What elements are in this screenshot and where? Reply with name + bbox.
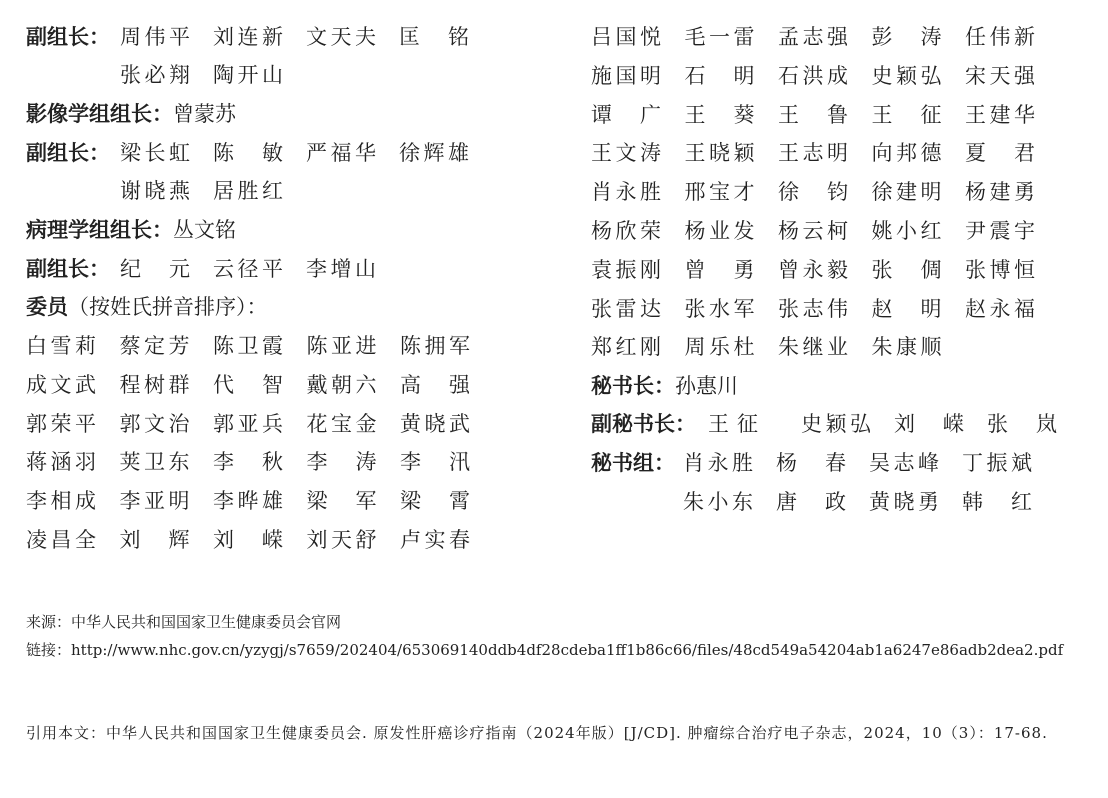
member-row bbox=[591, 138, 1061, 168]
person-name: 李亚明 bbox=[119, 489, 190, 514]
person-name: 梁 军 bbox=[306, 489, 377, 514]
person-name: 王 征 bbox=[871, 102, 942, 127]
secretariat-row-1 bbox=[591, 448, 1051, 478]
person-name: 郑红刚 bbox=[591, 335, 661, 360]
person-name: 梁长虹 bbox=[120, 141, 190, 165]
deputy-leader-row-2 bbox=[26, 60, 486, 90]
person-name: 文天夫 bbox=[306, 25, 376, 49]
person-name: 李晔雄 bbox=[213, 489, 283, 514]
person-name: 高 强 bbox=[400, 372, 470, 397]
person-name: 陈卫霞 bbox=[213, 334, 283, 358]
person-name: 张必翔 bbox=[120, 63, 190, 87]
person-name: 郭亚兵 bbox=[213, 411, 283, 436]
person-name: 王 鲁 bbox=[778, 102, 848, 127]
person-name: 白雪莉 bbox=[26, 334, 96, 358]
member-row bbox=[26, 331, 496, 361]
member-row bbox=[591, 255, 1061, 285]
person-name: 袁振刚 bbox=[591, 257, 661, 282]
person-name: 周乐杜 bbox=[684, 335, 755, 360]
person-name: 杨欣荣 bbox=[591, 219, 661, 243]
person-name: 赵永福 bbox=[965, 296, 1035, 321]
person-name: 张 岚 bbox=[987, 412, 1057, 436]
deputy-leader-label: 副组长： bbox=[26, 141, 110, 165]
person-name: 郭文治 bbox=[119, 411, 190, 436]
member-row bbox=[591, 216, 1061, 246]
members-heading bbox=[26, 292, 268, 322]
person-name: 彭 涛 bbox=[871, 25, 942, 49]
person-name: 王建华 bbox=[965, 102, 1035, 127]
citation: 引用本文：中华人民共和国国家卫生健康委员会. 原发性肝癌诊疗指南（2024年版）[J/CD]. 肿瘤综合治疗电子杂志，2024，10（3）：17-68. bbox=[26, 724, 1048, 742]
person-name: 肖永胜 bbox=[683, 451, 753, 475]
person-name: 宋天强 bbox=[965, 63, 1035, 88]
member-row bbox=[591, 332, 1061, 362]
pathology-deputy-row bbox=[26, 254, 486, 284]
member-row bbox=[26, 486, 496, 516]
source-line: 来源：中华人民共和国国家卫生健康委员会官网 bbox=[26, 613, 342, 631]
person-name: 王 征 bbox=[708, 412, 758, 436]
person-name: 李增山 bbox=[306, 257, 376, 281]
person-name: 石洪成 bbox=[778, 63, 848, 88]
person-name: 周伟平 bbox=[120, 25, 190, 49]
person-name: 李 涛 bbox=[306, 450, 377, 475]
person-name: 尹震宇 bbox=[965, 219, 1035, 243]
person-name: 吕国悦 bbox=[591, 25, 661, 49]
person-name: 吴志峰 bbox=[869, 451, 939, 475]
person-name: 史颖弘 bbox=[801, 412, 871, 436]
member-row bbox=[26, 447, 496, 477]
person-name: 徐 钧 bbox=[778, 180, 848, 205]
person-name: 陶开山 bbox=[213, 63, 283, 87]
person-name: 王志明 bbox=[778, 141, 848, 166]
person-name: 张水军 bbox=[684, 296, 755, 321]
person-name: 张志伟 bbox=[778, 296, 848, 321]
person-name: 杨业发 bbox=[684, 219, 755, 243]
pathology-leader-label: 病理学组组长： bbox=[26, 218, 173, 242]
member-row bbox=[591, 22, 1061, 52]
person-name: 朱小东 bbox=[683, 490, 753, 514]
person-name: 纪 元 bbox=[120, 257, 190, 281]
person-name: 刘天舒 bbox=[306, 528, 377, 552]
person-name: 陈亚进 bbox=[306, 334, 377, 358]
secretariat-label: 秘书组： bbox=[591, 451, 675, 475]
person-name: 荚卫东 bbox=[119, 450, 190, 475]
member-row bbox=[26, 409, 496, 439]
members-label: 委员 bbox=[26, 295, 68, 319]
person-name: 丛文铭 bbox=[173, 218, 236, 242]
person-name: 王 葵 bbox=[684, 102, 755, 127]
person-name: 张 倜 bbox=[871, 257, 942, 282]
person-name: 匡 铭 bbox=[399, 25, 469, 49]
person-name: 石 明 bbox=[684, 63, 755, 88]
person-name: 孟志强 bbox=[778, 25, 848, 49]
person-name: 黄晓武 bbox=[400, 411, 470, 436]
person-name: 刘连新 bbox=[213, 25, 283, 49]
deputy-leader-label: 副组长： bbox=[26, 257, 110, 281]
person-name: 梁 霄 bbox=[400, 489, 470, 514]
person-name: 戴朝六 bbox=[306, 372, 377, 397]
member-row bbox=[26, 525, 496, 555]
deputy-secretary-row bbox=[591, 409, 1071, 439]
person-name: 王晓颖 bbox=[684, 141, 755, 166]
member-row bbox=[591, 294, 1061, 324]
deputy-secretary-label: 副秘书长： bbox=[591, 412, 696, 436]
person-name: 严福华 bbox=[306, 141, 376, 165]
person-name: 任伟新 bbox=[965, 25, 1035, 49]
deputy-leader-row-1 bbox=[26, 22, 486, 52]
person-name: 李相成 bbox=[26, 489, 96, 514]
person-name: 谭 广 bbox=[591, 102, 661, 127]
person-name: 刘 嵘 bbox=[894, 412, 964, 436]
source-link[interactable]: 链接：http://www.nhc.gov.cn/yzygj/s7659/202404/653069140ddb4df28cdeba1ff1b86c66/files/48cd549a54204ab1a6247e86adb2dea2.pdf bbox=[26, 641, 1064, 659]
pathology-leader-row bbox=[26, 215, 236, 245]
person-name: 陈 敏 bbox=[213, 141, 283, 165]
person-name: 曾永毅 bbox=[778, 257, 848, 282]
person-name: 邢宝才 bbox=[684, 180, 755, 205]
secretary-label: 秘书长： bbox=[591, 374, 675, 398]
person-name: 孙惠川 bbox=[675, 374, 738, 398]
person-name: 唐 政 bbox=[776, 490, 846, 514]
person-name: 史颖弘 bbox=[871, 63, 942, 88]
person-name: 夏 君 bbox=[965, 141, 1035, 166]
person-name: 张雷达 bbox=[591, 296, 661, 321]
person-name: 卢实春 bbox=[400, 528, 470, 552]
person-name: 郭荣平 bbox=[26, 411, 96, 436]
person-name: 花宝金 bbox=[306, 411, 377, 436]
member-row bbox=[591, 100, 1061, 130]
person-name: 赵 明 bbox=[871, 296, 942, 321]
deputy-leader-label: 副组长： bbox=[26, 25, 110, 49]
person-name: 王文涛 bbox=[591, 141, 661, 166]
person-name: 朱康顺 bbox=[871, 335, 942, 360]
person-name: 刘 嵘 bbox=[213, 528, 283, 552]
person-name: 朱继业 bbox=[778, 335, 848, 360]
person-name: 张博恒 bbox=[965, 257, 1035, 282]
member-row bbox=[591, 61, 1061, 91]
person-name: 杨建勇 bbox=[965, 180, 1035, 205]
secretary-row bbox=[591, 371, 738, 401]
person-name: 凌昌全 bbox=[26, 528, 96, 552]
person-name: 刘 辉 bbox=[119, 528, 190, 552]
person-name: 杨云柯 bbox=[778, 219, 848, 243]
person-name: 黄晓勇 bbox=[869, 490, 939, 514]
person-name: 李 汛 bbox=[400, 450, 470, 475]
person-name: 陈拥军 bbox=[400, 334, 470, 358]
person-name: 毛一雷 bbox=[684, 25, 755, 49]
imaging-deputy-row-1 bbox=[26, 138, 486, 168]
person-name: 李 秋 bbox=[213, 450, 283, 475]
imaging-deputy-row-2 bbox=[26, 176, 486, 206]
person-name: 施国明 bbox=[591, 63, 661, 88]
person-name: 云径平 bbox=[213, 257, 283, 281]
person-name: 肖永胜 bbox=[591, 180, 661, 205]
person-name: 徐辉雄 bbox=[399, 141, 469, 165]
member-row bbox=[26, 370, 496, 400]
imaging-leader-row bbox=[26, 99, 236, 129]
member-row bbox=[591, 177, 1061, 207]
imaging-leader-label: 影像学组组长： bbox=[26, 102, 173, 126]
person-name: 蔡定芳 bbox=[119, 334, 190, 358]
person-name: 代 智 bbox=[213, 372, 283, 397]
secretariat-row-2 bbox=[591, 487, 1051, 517]
person-name: 谢晓燕 bbox=[120, 179, 190, 203]
person-name: 徐建明 bbox=[871, 180, 942, 205]
person-name: 曾蒙苏 bbox=[173, 102, 236, 126]
person-name: 成文武 bbox=[26, 372, 96, 397]
person-name: 居胜红 bbox=[213, 179, 283, 203]
person-name: 杨 春 bbox=[776, 451, 846, 475]
person-name: 丁振斌 bbox=[962, 451, 1032, 475]
members-note: （按姓氏拼音排序）： bbox=[68, 295, 268, 319]
person-name: 姚小红 bbox=[871, 219, 942, 243]
person-name: 韩 红 bbox=[962, 490, 1032, 514]
person-name: 蒋涵羽 bbox=[26, 450, 96, 475]
person-name: 向邦德 bbox=[871, 141, 942, 166]
person-name: 程树群 bbox=[119, 372, 190, 397]
person-name: 曾 勇 bbox=[684, 257, 755, 282]
